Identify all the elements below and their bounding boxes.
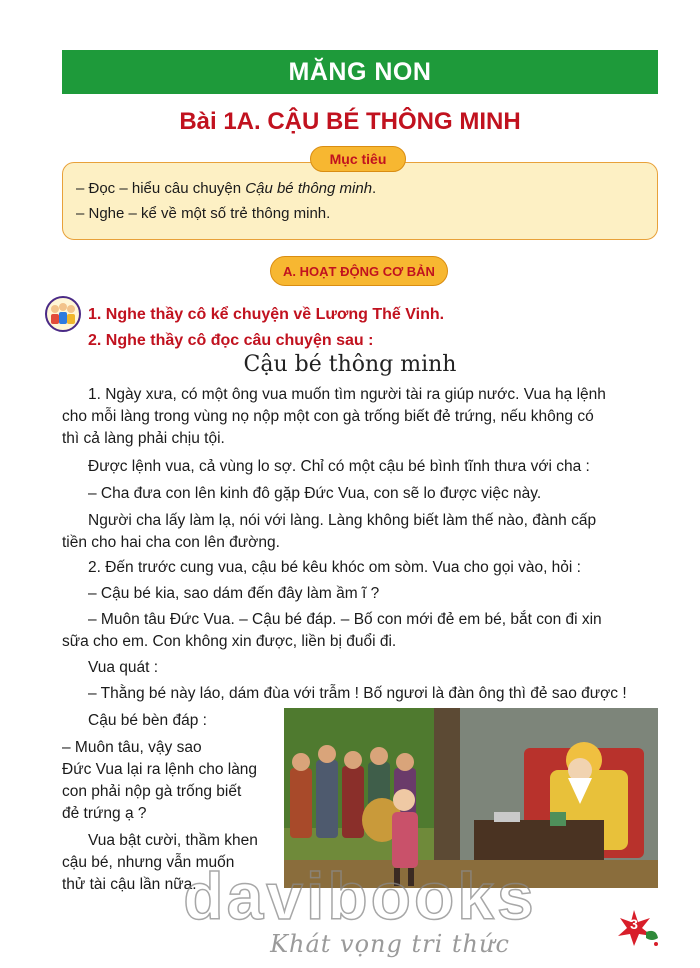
- lesson-title: Bài 1A. CẬU BÉ THÔNG MINH: [179, 108, 521, 135]
- goals-box: [62, 162, 658, 240]
- watermark-slogan: Khát vọng tri thức: [270, 930, 510, 958]
- story-line: tiền cho hai cha con lên đường.: [62, 534, 280, 551]
- story-line: – Muôn tâu Đức Vua. – Cậu bé đáp. – Bố con mới đẻ em bé, bắt con đi xin: [88, 611, 602, 628]
- story-line: sữa cho em. Con không xin được, liền bị đuổi đi.: [62, 633, 397, 650]
- story-line: Được lệnh vua, cả vùng lo sợ. Chỉ có một cậu bé bình tĩnh thưa với cha :: [88, 458, 590, 475]
- story-line: – Muôn tâu, vậy sao: [62, 739, 202, 756]
- page-number-badge: [620, 912, 648, 940]
- story-line: đẻ trứng ạ ?: [62, 805, 147, 822]
- story-line: Đức Vua lại ra lệnh cho làng: [62, 761, 258, 778]
- story-line: thì cả làng phải chịu tội.: [62, 430, 225, 447]
- goal-line-2: – Nghe – kể về một số trẻ thông minh.: [76, 205, 331, 222]
- goal-line-1: – Đọc – hiểu câu chuyện Cậu bé thông minh.: [76, 180, 377, 197]
- story-line: Cậu bé bèn đáp :: [88, 712, 207, 729]
- group-discussion-icon: [44, 296, 82, 332]
- story-title: Cậu bé thông minh: [243, 352, 457, 377]
- story-line: Người cha lấy làm lạ, nói với làng. Làng không biết làm thế nào, đành cấp: [88, 512, 597, 529]
- task-1: 1. Nghe thầy cô kể chuyện về Lương Thế Vinh.: [88, 306, 445, 323]
- goals-tag: [310, 146, 406, 172]
- header-banner: [62, 50, 658, 94]
- story-line: – Thằng bé này láo, dám đùa với trẫm ! Bố ngươi là đàn ông thì đẻ sao được !: [88, 685, 627, 702]
- section-tag-label: A. HOẠT ĐỘNG CƠ BẢN: [283, 263, 435, 279]
- story-line: thử tài cậu lần nữa.: [62, 876, 197, 893]
- task-2: 2. Nghe thầy cô đọc câu chuyện sau :: [88, 332, 374, 349]
- story-line: Vua quát :: [88, 659, 159, 676]
- story-line: cậu bé, nhưng vẫn muốn: [62, 854, 235, 871]
- story-line: 2. Đến trước cung vua, cậu bé kêu khóc om sòm. Vua cho gọi vào, hỏi :: [88, 559, 581, 576]
- story-line: Vua bật cười, thầm khen: [88, 832, 258, 849]
- story-line: con phải nộp gà trống biết: [62, 783, 242, 800]
- goals-tag-label: Mục tiêu: [329, 151, 387, 167]
- story-line: – Cha đưa con lên kinh đô gặp Đức Vua, con sẽ lo được việc này.: [88, 485, 542, 502]
- watermark-brand: davibooks: [183, 859, 537, 933]
- story-line: 1. Ngày xưa, có một ông vua muốn tìm người tài ra giúp nước. Vua hạ lệnh: [88, 386, 606, 403]
- page-number: 3: [630, 916, 638, 932]
- story-line: cho mỗi làng trong vùng nọ nộp một con gà trống biết đẻ trứng, nếu không có: [62, 408, 594, 425]
- banner-title: MĂNG NON: [288, 57, 432, 86]
- section-tag: [270, 256, 448, 286]
- story-line: – Cậu bé kia, sao dám đến đây làm ầm ĩ ?: [88, 585, 380, 602]
